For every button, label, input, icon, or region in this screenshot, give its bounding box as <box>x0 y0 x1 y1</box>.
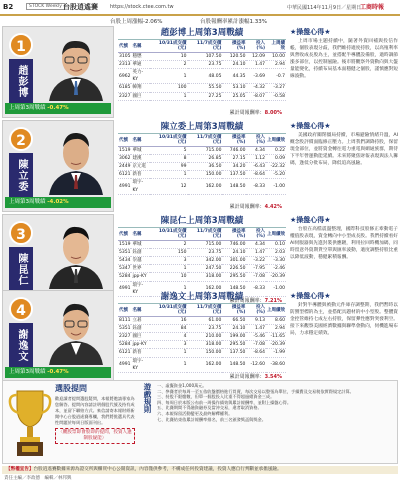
player-photo <box>43 221 109 289</box>
weekly-performance: 上周第3周戰績 -0.47% <box>5 103 111 114</box>
list-item: 三、持股不限檔數，但單一個股投入比重不得超過總資金三成。 <box>157 394 275 400</box>
table-row: 2327 國巨 4 210.00 199.00 -5.46 -11.65 <box>119 333 285 339</box>
trading-notes <box>290 120 398 212</box>
trade-table-panel <box>118 26 286 118</box>
tips-callout: 〈觀股票即會股即的提問，投資人逢制股疑能〉 <box>55 428 135 444</box>
table-row: 5351 鈺創 84 23.75 24.10 1.47 2.94 <box>119 325 285 331</box>
tips-heading: 選股提問 <box>55 384 87 393</box>
player-photo <box>43 297 109 365</box>
trade-table <box>118 229 286 297</box>
weekly-performance: 上周第3周戰績 -4.02% <box>5 197 111 208</box>
player-name: 趙彭博 <box>9 59 33 103</box>
notes-heading: ★操盤心得★ <box>290 28 331 36</box>
info-panel <box>2 380 398 464</box>
player-name: 陳立委 <box>9 153 33 197</box>
card-title: 謝逸文上周第3周戰績 <box>118 290 286 304</box>
disclaimer-bar: 【幣權宣告】台股逍遙賽數據來源為證交所與櫃買中心公開資訊，內容僅供參考，不構成任何投資建議，投資人應自行判斷並承擔風險。 <box>2 466 398 474</box>
trading-notes <box>290 290 398 382</box>
rank-badge: 4 <box>9 297 33 321</box>
column-title: 台股逍遙賽 <box>63 3 98 11</box>
notes-heading: ★操盤心得★ <box>290 292 331 300</box>
card-title: 陳立委上周第3周戰績 <box>118 120 286 134</box>
list-item: 六、本報保留活動變更及最終解釋權利。 <box>157 410 233 416</box>
table-row: 3062 建漢 8 26.85 27.15 1.12 0.09 <box>119 155 285 161</box>
cumulative-change: 台股報酬率累計漲幅1.33% <box>200 19 267 25</box>
table-row: 1519 華城 2 715.00 746.00 4.34 0.10 <box>119 241 285 247</box>
player-card-4 <box>2 290 398 382</box>
table-row: 2449 京元電 99 36.50 34.20 -6.43 -22.32 <box>119 163 285 169</box>
list-item: 五、比賽期間不得融資融券及當沖交易，違者取消資格。 <box>157 405 262 411</box>
brand-logo: STOCK Weekly <box>26 3 65 10</box>
notes-text: 上周市場主題持續中，隨著外資回補與投信作帳，個股表現分歧，我們維持適度持股，以高殖利率與營收成長股為主，並搭配半導體設備股，適時調節漲多部位，以控制風險。後市將觀察外資動向與大盤量能變化，持續布局基本面穩健之個股，謹慎應對短線波動。 <box>290 39 398 79</box>
trade-table <box>118 305 286 373</box>
table-row: 5351 鈺創 150 23.75 24.10 1.47 2.03 <box>119 249 285 255</box>
weekly-performance: 上周第3周戰績 -0.47% <box>5 367 111 378</box>
table-row: 8111 立碁 16 61.00 66.50 9.13 8.60 <box>119 317 285 323</box>
table-row: 4991 環宇-KY 1 162.00 148.50 -12.60 -38.60 <box>119 358 285 371</box>
page-header <box>0 0 400 16</box>
notes-text: 台股在高檔震盪整理，國際科技股修正牽動電子權值股表現，資金轉向中小型成長股。我們持續看好AI伺服器與先進封裝供應鏈，利用拉回時機加碼，同時留意外資期貨空單與匯率波動，適度調整持股比重以降低波動，穩健累積報酬。 <box>290 227 398 260</box>
table-header-row: 代號 名稱 10/31成交價(元) 11/7成交價(元) 損益率(%) 投入(%) 上周績效 <box>119 229 285 240</box>
player-photo <box>43 127 109 195</box>
table-row: 6185 幃翔 100 55.50 53.10 -4.32 -3.27 <box>119 85 285 91</box>
issue-date: 中華民國114年11月9日／星期日 <box>287 5 362 11</box>
player-photo <box>43 33 109 101</box>
trade-table-panel <box>118 290 286 382</box>
player-name: 謝逸文 <box>9 323 33 367</box>
weekly-change: 台股上周漲幅-2.06% <box>110 19 163 25</box>
card-title: 趙彭博上周第3周戰績 <box>118 26 286 40</box>
table-row: 6962 英力-KY 1 48.05 44.35 -3.69 -0.7 <box>119 69 285 83</box>
list-item: 七、比賽結束依累計報酬率排名，前三名頒發獎盃與獎金。 <box>157 416 266 422</box>
cumulative-return: 累計周報酬率：8.00% <box>229 110 282 116</box>
list-item: 二、參賽者於每周一至五依收盤價格進行買賣，每次交易以整張為單位，手續費及交易稅依實際規定計算。 <box>157 388 354 394</box>
trade-table-panel <box>118 120 286 212</box>
rules-heading: 遊戲規則 <box>143 383 152 413</box>
card-title: 陳昆仁上周第3周戰績 <box>118 214 286 228</box>
table-row: 4991 環宇-KY 12 162.00 148.50 -8.33 -1.00 <box>119 180 285 193</box>
table-header-row: 代號 名稱 10/31成交價(元) 11/7成交價(元) 損益率(%) 投入(%) 上周績效 <box>119 41 285 52</box>
table-row: 1519 華城 5 715.00 746.00 4.34 0.22 <box>119 147 285 153</box>
table-row: 5434 崇越 3 342.00 301.00 -3.22 -3.30 <box>119 257 285 263</box>
cumulative-return: 累計周報酬率：3.54% <box>229 374 282 380</box>
credits: 責任主編／李政德 編輯／林邦興 <box>4 476 72 481</box>
table-row: 6121 新普 1 150.00 137.50 -8.64 -1.99 <box>119 350 285 356</box>
page-number: B2 <box>3 3 14 11</box>
rank-badge: 3 <box>9 221 33 245</box>
rank-badge: 1 <box>9 33 33 57</box>
table-row: 6121 新普 1 150.00 137.50 -8.64 -5.20 <box>119 172 285 178</box>
notes-heading: ★操盤心得★ <box>290 216 331 224</box>
site-url[interactable]: https://stock.ctee.com.tw <box>110 4 174 10</box>
cumulative-return: 累計周報酬率：4.42% <box>229 204 282 210</box>
list-item: 四、每周日於本版公布前一周操作績效與累計報酬率，並附上操盤心得。 <box>157 399 292 405</box>
notes-text: 針對半導體與被動元件庫存調整期，我們暫時以防禦型標的為主，並搭配具題材的中小型股。整體資金控管維持七成左右持股，保留彈性應對突發利空。接下來觀察美國經濟數據與聯準會動向，伺機進場布局，力求穩定績效。 <box>290 303 398 336</box>
table-row: 3105 穩懋 10 107.50 120.50 12.09 10.00 <box>119 53 285 59</box>
trophy-icon <box>7 385 53 461</box>
table-header-row: 代號 名稱 10/31成交價(元) 11/7成交價(元) 損益率(%) 投入(%) 上周績效 <box>119 305 285 316</box>
player-card-1 <box>2 26 398 118</box>
notes-text: 美國政府關閉僵局持續，市場避險情緒升溫，AI概念股評價面臨修正壓力。上周我們調降持股，保留現金部位，並將資金轉往電力重電與網通族群，期待下半年營運動能延續。未來將聚焦財報表現與法人籌碼，逢低分批布局，降低追高風險。 <box>290 133 398 166</box>
notes-heading: ★操盤心得★ <box>290 122 331 130</box>
table-row: 5284 jpp-KY 10 318.00 295.50 -7.08 -20.39 <box>119 274 285 280</box>
table-header-row: 代號 名稱 10/31成交價(元) 11/7成交價(元) 損益率(%) 投入(%) 上周績效 <box>119 135 286 146</box>
rules-list <box>157 383 393 422</box>
table-row: 5284 jpp-KY 3 318.00 295.50 -7.08 -20.39 <box>119 342 285 348</box>
cumulative-return: 累計周報酬率：7.21% <box>229 298 282 304</box>
game-rules <box>139 383 395 463</box>
list-item: 一、虛擬資金1,000萬元。 <box>157 383 207 388</box>
trade-table <box>118 41 286 101</box>
table-row: 2313 華通 2 23.75 24.10 1.47 2.94 <box>119 61 285 67</box>
rank-badge: 2 <box>9 127 33 151</box>
player-profile <box>2 26 114 118</box>
table-row: 5347 世界 1 247.50 226.50 -7.95 -2.46 <box>119 266 285 272</box>
reader-questions <box>55 383 135 463</box>
player-profile <box>2 290 114 382</box>
newspaper-logo: 工商時報 <box>360 4 385 11</box>
player-card-2 <box>2 120 398 212</box>
tips-text: 歡迎讀者提問選股疑問，本報將邀請專家為您解答。提問內容請註明個股代號及持有成本，並留下聯絡方式。來信請寄本報財經新聞中心台股逍遙賽專欄，我們將挑選具代表性問題於每周日版面刊出。 <box>55 396 135 425</box>
table-row: 2327 國巨 1 27.25 25.05 -8.07 -0.58 <box>119 93 285 99</box>
trade-table <box>118 135 286 195</box>
trading-notes <box>290 26 398 118</box>
player-profile <box>2 120 114 212</box>
table-row: 4991 環宇-KY 1 162.00 148.50 -8.33 -1.00 <box>119 282 285 295</box>
player-name: 陳昆仁 <box>9 247 33 291</box>
